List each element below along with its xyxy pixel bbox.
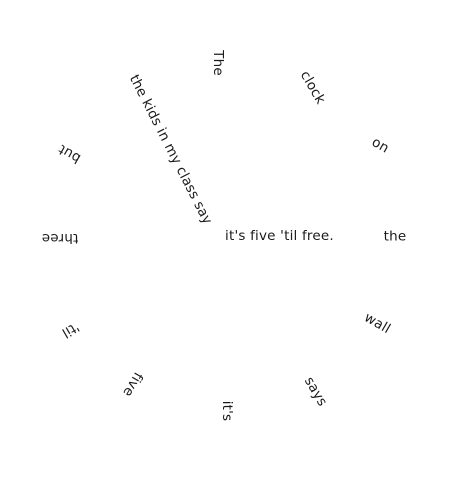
clock-word-3: the <box>383 228 407 245</box>
clock-word-12: The <box>209 50 226 76</box>
clock-word-4: wall <box>361 309 394 338</box>
minute-hand-text: the kids in my class say <box>125 72 216 228</box>
clock-word-6: it's <box>218 400 235 422</box>
clock-word-10: but <box>55 140 84 167</box>
clock-word-5: says <box>300 374 331 410</box>
clock-word-8: 'til <box>58 318 82 341</box>
clock-word-1: clock <box>296 68 329 108</box>
clock-word-9: three <box>41 229 79 246</box>
clock-word-2: on <box>368 134 392 157</box>
center-line-text: it's five 'til free. <box>225 228 334 244</box>
clock-word-7: five <box>119 369 146 400</box>
